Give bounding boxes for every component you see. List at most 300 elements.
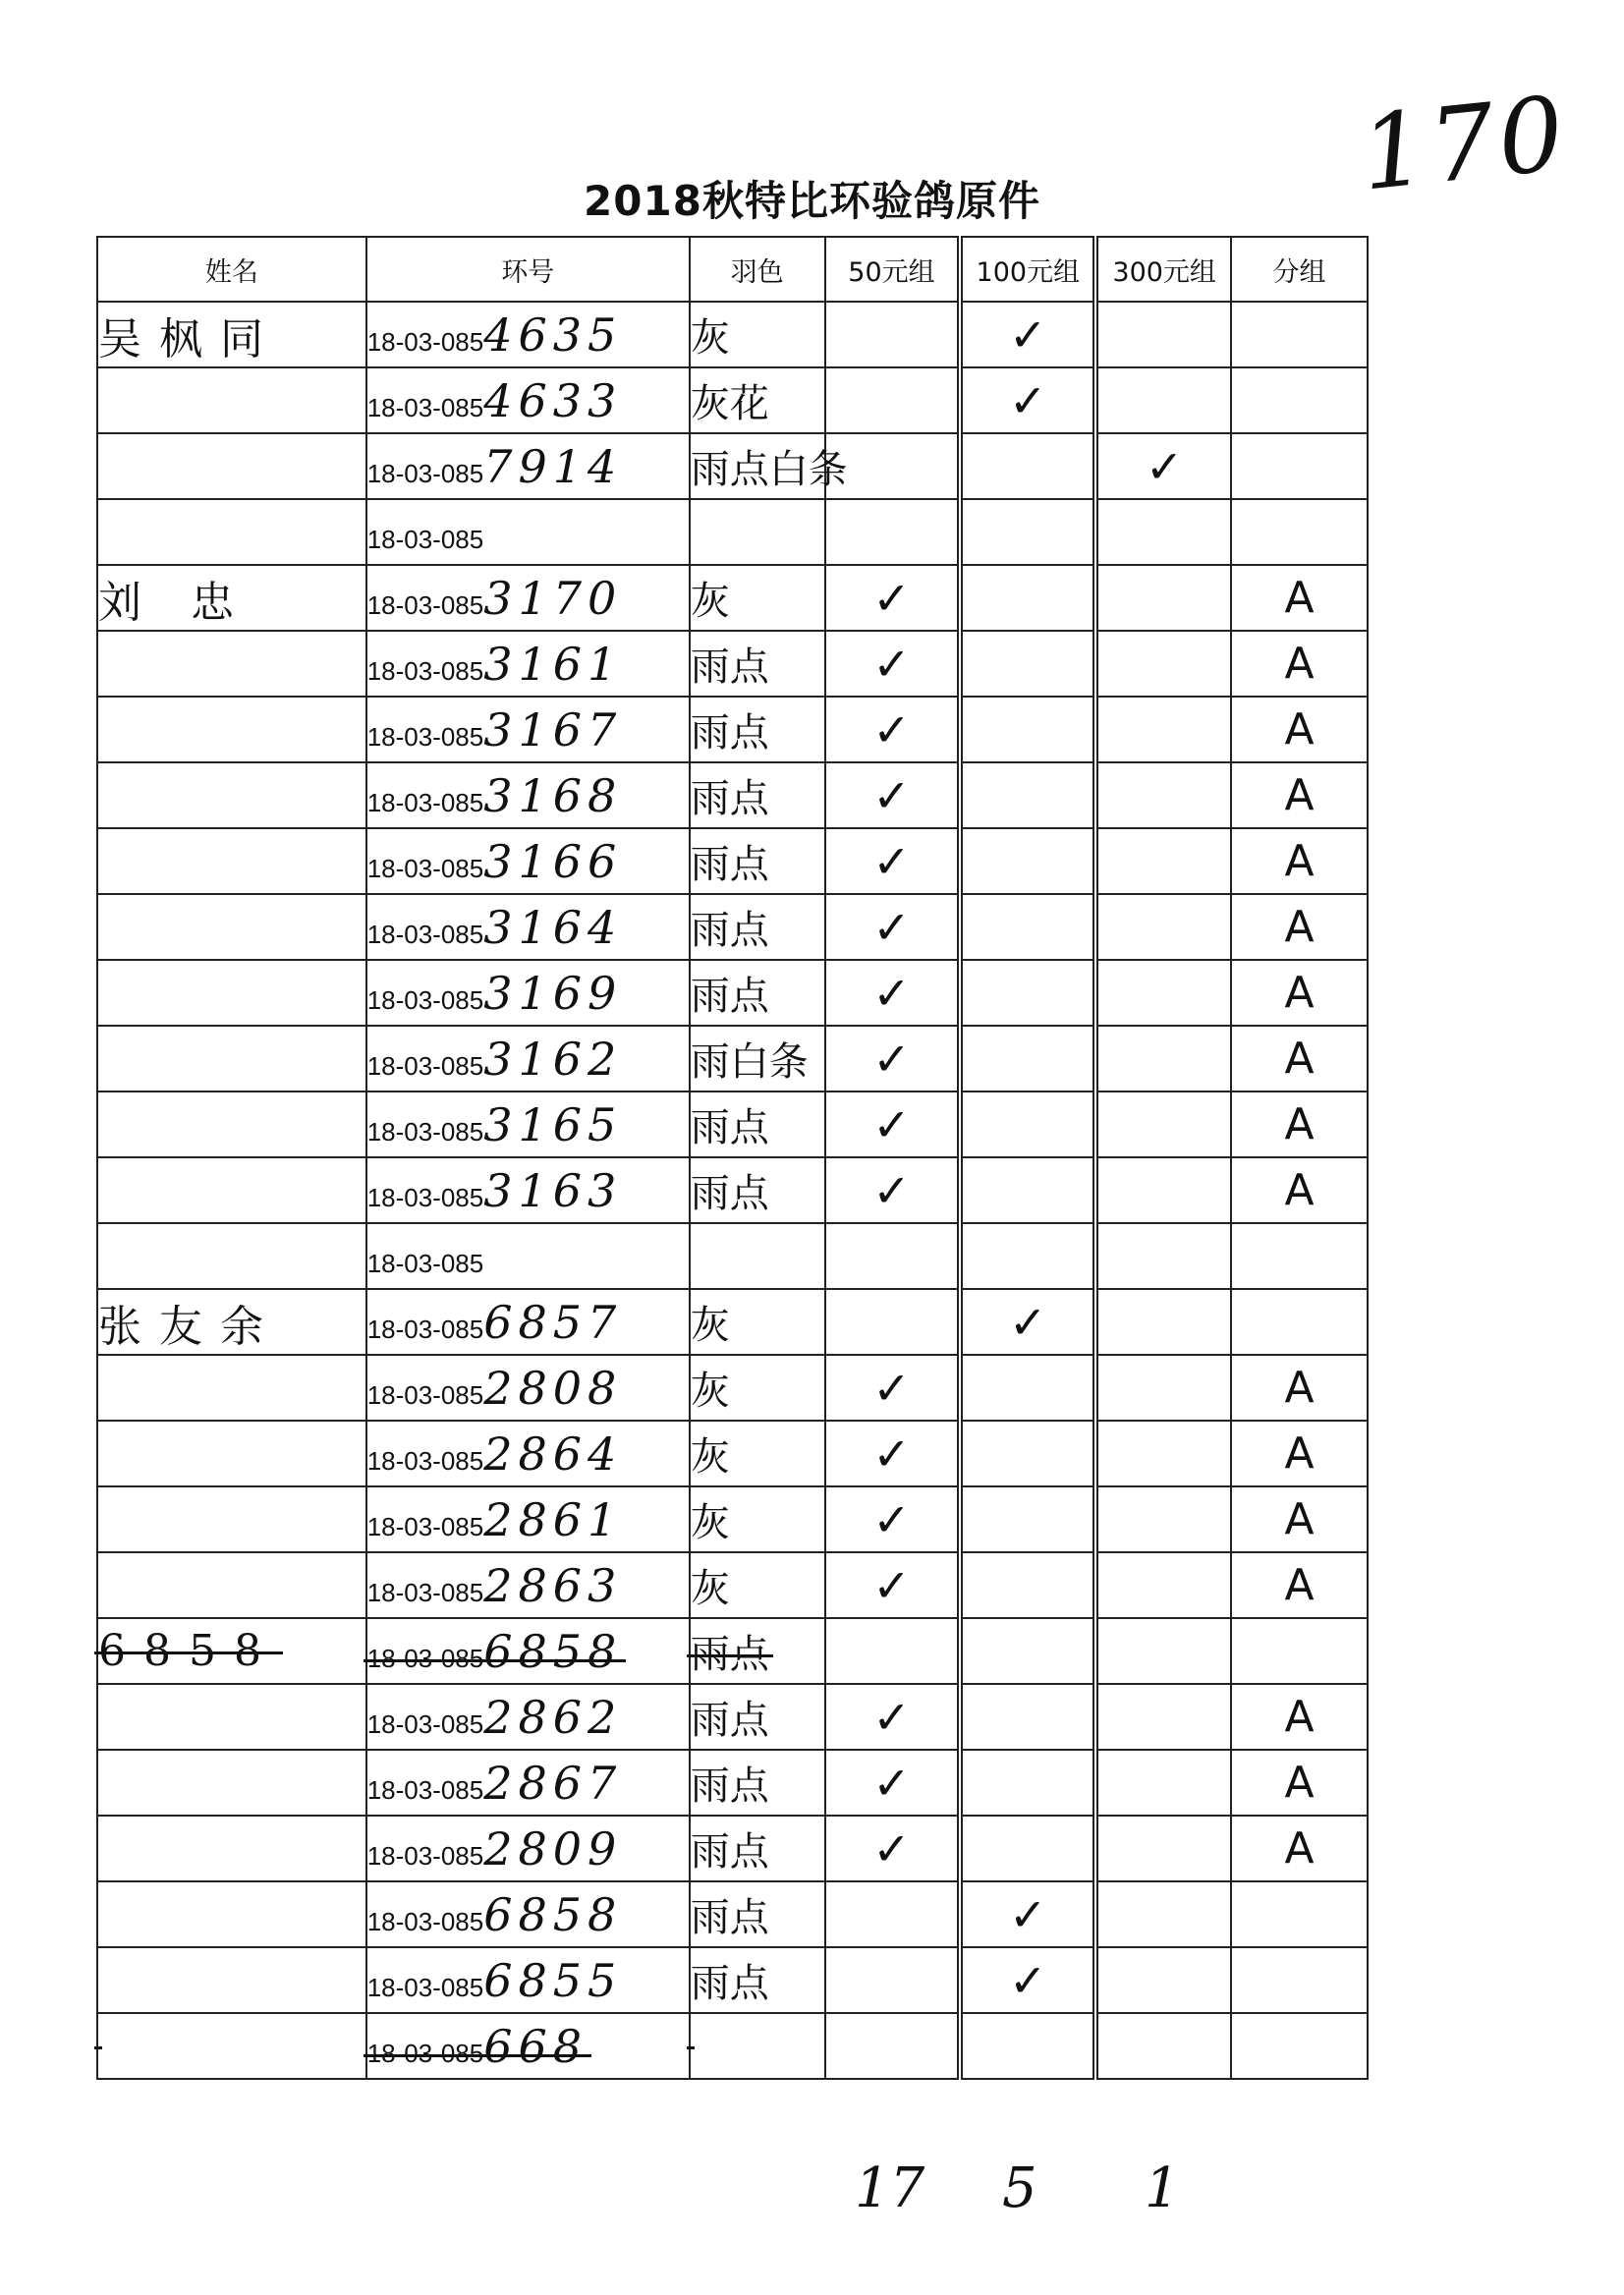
cell-g100: [960, 1881, 1095, 1947]
cell-group: [1231, 828, 1368, 894]
cell-g50: [825, 302, 961, 367]
table-row: [97, 565, 1368, 631]
table-row: [97, 367, 1368, 433]
cell-ring: [366, 1026, 690, 1092]
group-text: A: [1284, 968, 1315, 1018]
cell-group: [1231, 697, 1368, 762]
cell-group: [1231, 1486, 1368, 1552]
g50-text: ✓: [872, 1097, 911, 1151]
ring-prefix: 18-03-085: [366, 919, 484, 949]
cell-ring: [366, 433, 690, 499]
cell-g100: [960, 367, 1095, 433]
cell-g100: [960, 1486, 1095, 1552]
group-text: A: [1284, 1692, 1315, 1742]
ring-suffix: 6858: [483, 1887, 623, 1941]
cell-group: [1231, 367, 1368, 433]
cell-name: [97, 1618, 366, 1684]
cell-g100: [960, 894, 1095, 960]
cell-color: [690, 1684, 825, 1750]
cell-color: [690, 2013, 825, 2079]
cell-g100: [960, 1684, 1095, 1750]
cell-name: [97, 762, 366, 828]
cell-g100: [960, 960, 1095, 1026]
ring-prefix: 18-03-085: [366, 589, 484, 620]
table-header-row: [97, 237, 1368, 302]
group-text: A: [1284, 902, 1315, 952]
group-text: A: [1284, 704, 1315, 755]
g50-text: ✓: [872, 1690, 911, 1744]
cell-name: [97, 1421, 366, 1486]
cell-ring: [366, 367, 690, 433]
cell-color: [690, 828, 825, 894]
table-row: [97, 1552, 1368, 1618]
cell-ring: [366, 1881, 690, 1947]
table-row: [97, 1947, 1368, 2013]
table-row: [97, 1157, 1368, 1223]
ring-prefix: 18-03-085: [366, 326, 484, 357]
cell-g50: [825, 1421, 961, 1486]
cell-group: [1231, 2013, 1368, 2079]
header-g100: 100元组: [960, 237, 1095, 302]
cell-group: [1231, 631, 1368, 697]
header-ring: 环号: [366, 237, 690, 302]
header-color: 羽色: [690, 237, 825, 302]
cell-ring: [366, 762, 690, 828]
cell-ring: [366, 1157, 690, 1223]
cell-g50: [825, 894, 961, 960]
cell-g50: [825, 1618, 961, 1684]
cell-name: [97, 697, 366, 762]
cell-g300: [1095, 1750, 1231, 1816]
ring-suffix: 3168: [483, 768, 623, 822]
ring-prefix: 18-03-085: [366, 1906, 484, 1936]
table-row: [97, 1750, 1368, 1816]
color-text: 灰: [690, 1303, 730, 1348]
cell-group: [1231, 499, 1368, 565]
cell-name: [97, 1684, 366, 1750]
g100-text: ✓: [1009, 373, 1047, 427]
name-text: 张友余: [98, 1301, 281, 1352]
cell-g100: [960, 1552, 1095, 1618]
table-row: [97, 1421, 1368, 1486]
cell-group: [1231, 1684, 1368, 1750]
cell-g100: [960, 1816, 1095, 1881]
color-text: 雨点: [690, 1961, 769, 2006]
page-number: 170: [1355, 73, 1574, 214]
table-row: [97, 1223, 1368, 1289]
cell-g300: [1095, 1947, 1231, 2013]
cell-color: [690, 1157, 825, 1223]
cell-g100: [960, 1092, 1095, 1157]
ring-suffix: 3162: [483, 1032, 623, 1086]
g50-text: ✓: [872, 702, 911, 756]
cell-color: [690, 302, 825, 367]
color-text: 雨点: [690, 1632, 769, 1677]
color-text: 灰: [690, 1500, 730, 1545]
cell-ring: [366, 894, 690, 960]
header-name: 姓名: [97, 237, 366, 302]
cell-g50: [825, 1552, 961, 1618]
cell-g300: [1095, 1881, 1231, 1947]
group-text: A: [1284, 1494, 1315, 1544]
cell-name: [97, 367, 366, 433]
cell-color: [690, 1289, 825, 1355]
group-text: A: [1284, 1758, 1315, 1808]
cell-name: [97, 565, 366, 631]
ring-suffix: 3161: [483, 637, 623, 691]
g50-text: ✓: [872, 1821, 911, 1875]
cell-g300: [1095, 1421, 1231, 1486]
ring-prefix: 18-03-085: [366, 1314, 484, 1344]
cell-group: [1231, 762, 1368, 828]
group-text: A: [1284, 1099, 1315, 1149]
cell-g300: [1095, 697, 1231, 762]
color-text: 雨点: [690, 1829, 769, 1875]
ring-suffix: 668: [483, 2019, 588, 2073]
color-text: 灰花: [690, 381, 769, 426]
ring-prefix: 18-03-085: [366, 1379, 484, 1410]
total-g300: 1: [1145, 2156, 1180, 2220]
cell-name: [97, 1289, 366, 1355]
cell-ring: [366, 499, 690, 565]
cell-color: [690, 1816, 825, 1881]
g50-text: ✓: [872, 834, 911, 888]
cell-color: [690, 631, 825, 697]
table-row: [97, 2013, 1368, 2079]
cell-name: [97, 433, 366, 499]
cell-g50: [825, 1947, 961, 2013]
g50-text: ✓: [872, 1756, 911, 1810]
table-row: [97, 762, 1368, 828]
cell-name: [97, 1881, 366, 1947]
cell-color: [690, 499, 825, 565]
ring-suffix: 4633: [483, 373, 623, 427]
cell-g300: [1095, 2013, 1231, 2079]
ring-prefix: 18-03-085: [366, 1511, 484, 1541]
color-text: 雨点: [690, 1105, 769, 1150]
ring-prefix: 18-03-085: [366, 787, 484, 817]
cell-g100: [960, 1355, 1095, 1421]
cell-g100: [960, 565, 1095, 631]
cell-g100: [960, 1026, 1095, 1092]
color-text: 灰: [690, 579, 730, 624]
ring-prefix: 18-03-085: [366, 1248, 484, 1278]
cell-g100: [960, 1289, 1095, 1355]
cell-g50: [825, 1816, 961, 1881]
ring-prefix: 18-03-085: [366, 524, 484, 554]
cell-g100: [960, 1947, 1095, 2013]
ring-suffix: 4635: [483, 308, 623, 362]
table-row: [97, 1092, 1368, 1157]
cell-name: [97, 894, 366, 960]
cell-g100: [960, 762, 1095, 828]
cell-ring: [366, 1947, 690, 2013]
cell-g100: [960, 499, 1095, 565]
cell-g300: [1095, 1026, 1231, 1092]
g50-text: ✓: [872, 1163, 911, 1217]
cell-color: [690, 1947, 825, 2013]
cell-g100: [960, 1157, 1095, 1223]
cell-ring: [366, 960, 690, 1026]
ring-suffix: 3169: [483, 966, 623, 1020]
ring-prefix: 18-03-085: [366, 392, 484, 422]
ring-prefix: 18-03-085: [366, 1774, 484, 1805]
cell-g50: [825, 1684, 961, 1750]
cell-g300: [1095, 1486, 1231, 1552]
cell-group: [1231, 1750, 1368, 1816]
ring-prefix: 18-03-085: [366, 1116, 484, 1147]
table-body: [97, 302, 1368, 2079]
table-row: [97, 894, 1368, 960]
cell-name: [97, 1223, 366, 1289]
group-text: A: [1284, 836, 1315, 886]
g50-text: ✓: [872, 571, 911, 625]
header-g50: 50元组: [825, 237, 961, 302]
color-text: 灰: [690, 1434, 730, 1480]
cell-g300: [1095, 565, 1231, 631]
cell-g100: [960, 1618, 1095, 1684]
table-row: [97, 631, 1368, 697]
table-row: [97, 1355, 1368, 1421]
cell-color: [690, 565, 825, 631]
cell-name: [97, 631, 366, 697]
cell-color: [690, 1618, 825, 1684]
group-text: A: [1284, 1560, 1315, 1610]
cell-group: [1231, 894, 1368, 960]
cell-g50: [825, 828, 961, 894]
cell-group: [1231, 1881, 1368, 1947]
ring-prefix: 18-03-085: [366, 458, 484, 488]
cell-ring: [366, 2013, 690, 2079]
cell-g300: [1095, 1552, 1231, 1618]
cell-color: [690, 1092, 825, 1157]
cell-name: [97, 1947, 366, 2013]
color-text: 雨点: [690, 776, 769, 821]
ring-suffix: 3166: [483, 834, 623, 888]
ring-prefix: 18-03-085: [366, 1708, 484, 1739]
g100-text: ✓: [1009, 1887, 1047, 1941]
cell-ring: [366, 1684, 690, 1750]
ring-prefix: 18-03-085: [366, 984, 484, 1015]
cell-group: [1231, 1289, 1368, 1355]
header-g300: 300元组: [1095, 237, 1231, 302]
g100-text: ✓: [1009, 1953, 1047, 2007]
ring-suffix: 3163: [483, 1163, 623, 1217]
ring-prefix: 18-03-085: [366, 1972, 484, 2002]
cell-g50: [825, 697, 961, 762]
cell-g50: [825, 1355, 961, 1421]
g50-text: ✓: [872, 768, 911, 822]
cell-g300: [1095, 762, 1231, 828]
cell-group: [1231, 1092, 1368, 1157]
g50-text: ✓: [872, 1427, 911, 1481]
cell-name: [97, 960, 366, 1026]
ring-suffix: 6858: [483, 1624, 623, 1678]
cell-ring: [366, 697, 690, 762]
cell-ring: [366, 1421, 690, 1486]
cell-color: [690, 894, 825, 960]
group-text: A: [1284, 770, 1315, 820]
cell-g100: [960, 302, 1095, 367]
cell-g300: [1095, 367, 1231, 433]
color-text: 雨点: [690, 1698, 769, 1743]
table-row: [97, 302, 1368, 367]
cell-g50: [825, 762, 961, 828]
g50-text: ✓: [872, 900, 911, 954]
cell-g100: [960, 631, 1095, 697]
g50-text: ✓: [872, 637, 911, 691]
cell-g300: [1095, 1618, 1231, 1684]
cell-color: [690, 1026, 825, 1092]
cell-ring: [366, 828, 690, 894]
cell-name: [97, 1026, 366, 1092]
cell-name: [97, 828, 366, 894]
g100-text: ✓: [1009, 1295, 1047, 1349]
color-text: 雨点: [690, 1895, 769, 1940]
cell-group: [1231, 565, 1368, 631]
group-text: A: [1284, 1165, 1315, 1215]
table-row: [97, 499, 1368, 565]
color-text: 雨点: [690, 1763, 769, 1809]
cell-color: [690, 1881, 825, 1947]
table-row: [97, 1289, 1368, 1355]
cell-g300: [1095, 1092, 1231, 1157]
color-text: 灰: [690, 1369, 730, 1414]
cell-name: [97, 499, 366, 565]
name-text: 6858: [98, 1626, 279, 1676]
cell-g50: [825, 960, 961, 1026]
cell-ring: [366, 631, 690, 697]
cell-g300: [1095, 1223, 1231, 1289]
group-text: A: [1284, 1363, 1315, 1413]
g50-text: ✓: [872, 966, 911, 1020]
cell-group: [1231, 433, 1368, 499]
ring-prefix: 18-03-085: [366, 2038, 484, 2068]
cell-g50: [825, 1750, 961, 1816]
color-text: 雨点: [690, 908, 769, 953]
color-text: 雨点: [690, 710, 769, 756]
ring-suffix: 3170: [483, 571, 623, 625]
ring-suffix: 7914: [483, 439, 623, 493]
registration-table: [96, 236, 1369, 2080]
cell-g50: [825, 1026, 961, 1092]
cell-name: [97, 1750, 366, 1816]
cell-color: [690, 433, 848, 499]
cell-group: [1231, 1816, 1368, 1881]
ring-prefix: 18-03-085: [366, 1182, 484, 1212]
g50-text: ✓: [872, 1361, 911, 1415]
cell-group: [1231, 960, 1368, 1026]
cell-g300: [1095, 894, 1231, 960]
cell-group: [1231, 1947, 1368, 2013]
cell-g300: [1095, 1289, 1231, 1355]
cell-ring: [366, 1750, 690, 1816]
cell-g100: [960, 2013, 1095, 2079]
cell-g50: [825, 1881, 961, 1947]
table-row: [97, 1684, 1368, 1750]
name-text: 吴枫同: [98, 313, 281, 364]
cell-ring: [366, 1486, 690, 1552]
color-text: 雨点: [690, 644, 769, 690]
cell-name: [97, 1486, 366, 1552]
cell-g50: [825, 1092, 961, 1157]
ring-suffix: 2863: [483, 1558, 623, 1612]
cell-g50: [825, 1289, 961, 1355]
cell-g100: [960, 1223, 1095, 1289]
cell-color: [690, 1355, 825, 1421]
ring-suffix: 2861: [483, 1492, 623, 1546]
cell-g300: [1095, 433, 1231, 499]
cell-g50: [825, 2013, 961, 2079]
total-g50: 17: [855, 2156, 925, 2220]
cell-color: [690, 1750, 825, 1816]
group-text: A: [1284, 639, 1315, 689]
ring-suffix: 3165: [483, 1097, 623, 1151]
g50-text: ✓: [872, 1492, 911, 1546]
cell-g100: [960, 697, 1095, 762]
cell-group: [1231, 1618, 1368, 1684]
cell-ring: [366, 1552, 690, 1618]
ring-suffix: 6855: [483, 1953, 623, 2007]
g50-text: ✓: [872, 1032, 911, 1086]
table-row: [97, 1881, 1368, 1947]
ring-suffix: 6857: [483, 1295, 623, 1349]
cell-g100: [960, 828, 1095, 894]
g300-text: ✓: [1145, 439, 1184, 493]
cell-g300: [1095, 1355, 1231, 1421]
cell-name: [97, 1157, 366, 1223]
cell-g50: [825, 499, 961, 565]
cell-g50: [825, 367, 961, 433]
table-row: [97, 960, 1368, 1026]
cell-color: [690, 1552, 825, 1618]
table-row: [97, 1486, 1368, 1552]
cell-name: [97, 1552, 366, 1618]
cell-ring: [366, 302, 690, 367]
cell-name: [97, 1092, 366, 1157]
cell-g300: [1095, 302, 1231, 367]
cell-ring: [366, 565, 690, 631]
cell-g300: [1095, 828, 1231, 894]
color-text: 雨点: [690, 1171, 769, 1216]
cell-ring: [366, 1223, 690, 1289]
color-text: 雨点: [690, 842, 769, 887]
cell-name: [97, 2013, 366, 2079]
table-row: [97, 1026, 1368, 1092]
ring-suffix: 2867: [483, 1756, 623, 1810]
cell-group: [1231, 1157, 1368, 1223]
cell-g100: [960, 433, 1095, 499]
cell-group: [1231, 1421, 1368, 1486]
cell-ring: [366, 1092, 690, 1157]
ring-prefix: 18-03-085: [366, 1643, 484, 1673]
ring-suffix: 2862: [483, 1690, 623, 1744]
color-text: 灰: [690, 315, 730, 361]
cell-group: [1231, 1552, 1368, 1618]
cell-g50: [825, 631, 961, 697]
cell-color: [690, 1223, 825, 1289]
ring-suffix: 2864: [483, 1427, 623, 1481]
document-title: 2018秋特比环验鸽原件: [584, 177, 1040, 225]
color-text: 雨白条: [690, 1039, 809, 1085]
table-row: [97, 828, 1368, 894]
cell-g300: [1095, 1816, 1231, 1881]
cell-group: [1231, 302, 1368, 367]
cell-ring: [366, 1618, 690, 1684]
ring-prefix: 18-03-085: [366, 1840, 484, 1871]
g100-text: ✓: [1009, 308, 1047, 362]
cell-g300: [1095, 499, 1231, 565]
